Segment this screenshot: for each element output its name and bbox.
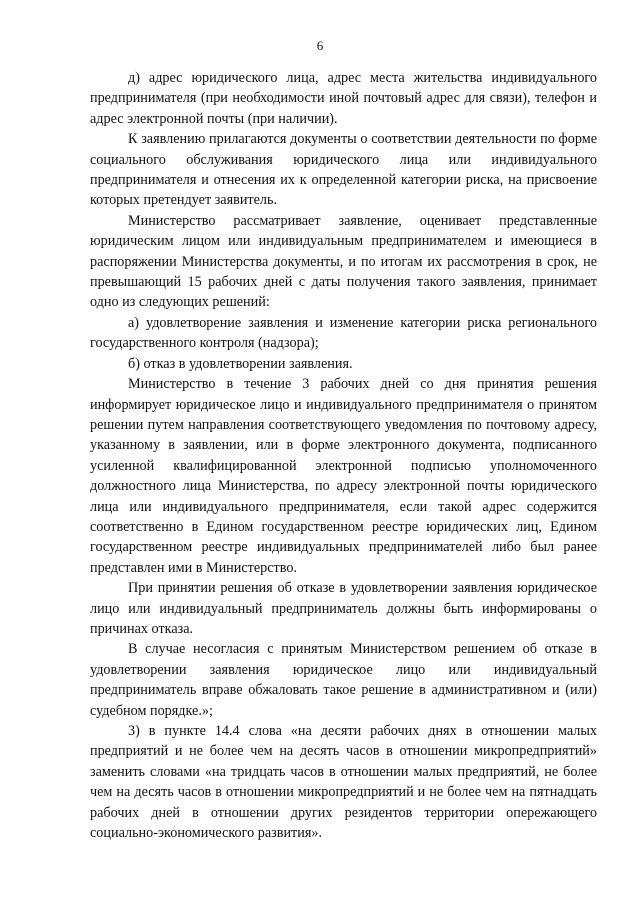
paragraph-refusal-reasons: При принятии решения об отказе в удовлетворении заявления юридическое лицо или индивидуальный предприниматель должны быть информированы о причинах отказа. [90,580,597,637]
paragraph-appeal: В случае несогласия с принятым Министерством решением об отказе в удовлетворении заявления юридическое лицо или индивидуальный предприниматель вправе обжаловать такое решение в административном и (или) судебном порядке.»; [90,641,597,719]
document-body [90,68,597,843]
page-number: 6 [316,38,324,53]
paragraph-item-3-amendment: 3) в пункте 14.4 слова «на десяти рабочих днях в отношении малых предприятий и не более чем на десять часов в отношении микропредприятий» заменить словами «на тридцать часов в отношении малых предприятий, не более чем на десять часов в отношении микропредприятий и не более чем на пятнадцать рабочих дней в отношении других резидентов территории опережающего социально-экономического развития». [90,723,597,842]
paragraph-decision-a: а) удовлетворение заявления и изменение категории риска регионального государственного контроля (надзора); [90,314,597,352]
paragraph-decision-b: б) отказ в удовлетворении заявления. [128,355,353,372]
paragraph-attached-documents: К заявлению прилагаются документы о соответствии деятельности по форме социального обслуживания юридического лица или индивидуального предпринимателя и отнесения их к определенной категории риска, на присвоение которых претендует заявитель. [90,131,597,209]
paragraph-address-item-d: д) адрес юридического лица, адрес места жительства индивидуального предпринимателя (при необходимости иной почтовый адрес для связи), телефон и адрес электронной почты (при наличии). [90,70,597,127]
paragraph-ministry-review: Министерство рассматривает заявление, оценивает представленные юридическим лицом или индивидуальным предпринимателем и имеющиеся в распоряжении Министерства документы, и по итогам их рассмотрения в срок, не превышающий 15 рабочих дней с даты получения такого заявления, принимает одно из следующих решений: [90,212,597,311]
paragraph-notification: Министерство в течение 3 рабочих дней со дня принятия решения информирует юридическое лицо и индивидуального предпринимателя о принятом решении путем направления соответствующего уведомления по почтовому адресу, указанному в заявлении, или в форме электронного документа, подписанного усиленной квалифицированной электронной подписью уполномоченного должностного лица Министерства, по адресу электронной почты юридического лица или индивидуального предпринимателя, если такой адрес содержится соответственно в Едином государственном реестре юридических лиц, Едином государственном реестре индивидуальных предпринимателей либо был ранее представлен ими в Министерство. [90,376,597,576]
